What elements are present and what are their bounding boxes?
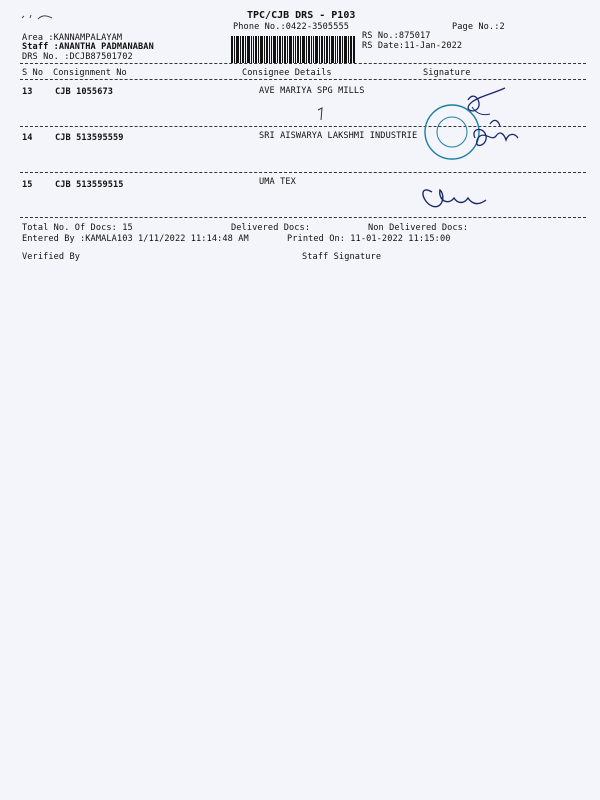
- signature-row-15: [423, 190, 486, 207]
- entered-by: Entered By :KAMALA103 1/11/2022 11:14:48 AM: [22, 234, 249, 244]
- area-label: Area :KANNAMPALAYAM: [22, 33, 123, 43]
- row-15-consignment: CJB 513559515: [55, 180, 124, 190]
- row-14-sno: 14: [22, 133, 33, 143]
- row-15-consignee: UMA TEX: [259, 177, 296, 187]
- non-delivered-docs: Non Delivered Docs:: [368, 223, 469, 233]
- col-consignment: Consignment No: [53, 68, 127, 78]
- col-sno: S No: [22, 68, 44, 78]
- row-15-sno: 15: [22, 180, 33, 190]
- divider-top: [20, 63, 586, 64]
- row-13-consignment: CJB 1055673: [55, 87, 114, 97]
- col-signature: Signature: [423, 68, 471, 78]
- printed-on: Printed On: 11-01-2022 11:15:00: [287, 234, 451, 244]
- corner-mark: [20, 12, 56, 22]
- verified-by: Verified By: [22, 252, 81, 262]
- signature-row-13: [468, 88, 505, 111]
- delivery-stamp: [425, 105, 479, 159]
- signatures: [300, 80, 530, 220]
- col-consignee: Consignee Details: [242, 68, 332, 78]
- staff-signature: Staff Signature: [302, 252, 382, 262]
- delivered-docs: Delivered Docs:: [231, 223, 311, 233]
- row-13-consignee: AVE MARIYA SPG MILLS: [259, 86, 365, 96]
- row-14-consignment: CJB 513595559: [55, 133, 124, 143]
- barcode: [231, 36, 355, 63]
- signature-row-14: [474, 129, 518, 145]
- rs-date: RS Date:11-Jan-2022: [362, 41, 463, 51]
- rs-number: RS No.:875017: [362, 31, 431, 41]
- row-14-consignee: SRI AISWARYA LAKSHMI INDUSTRIE: [259, 131, 418, 141]
- phone-number: Phone No.:0422-3505555: [233, 22, 350, 32]
- total-docs: Total No. Of Docs: 15: [22, 223, 133, 233]
- page-number: Page No.:2: [452, 22, 505, 32]
- document-title: TPC/CJB DRS - P103: [247, 10, 356, 21]
- tick-mark: [318, 108, 322, 120]
- drs-number: DRS No. :DCJB87501702: [22, 52, 133, 62]
- row-13-sno: 13: [22, 87, 33, 97]
- staff-label: Staff :ANANTHA PADMANABAN: [22, 42, 154, 52]
